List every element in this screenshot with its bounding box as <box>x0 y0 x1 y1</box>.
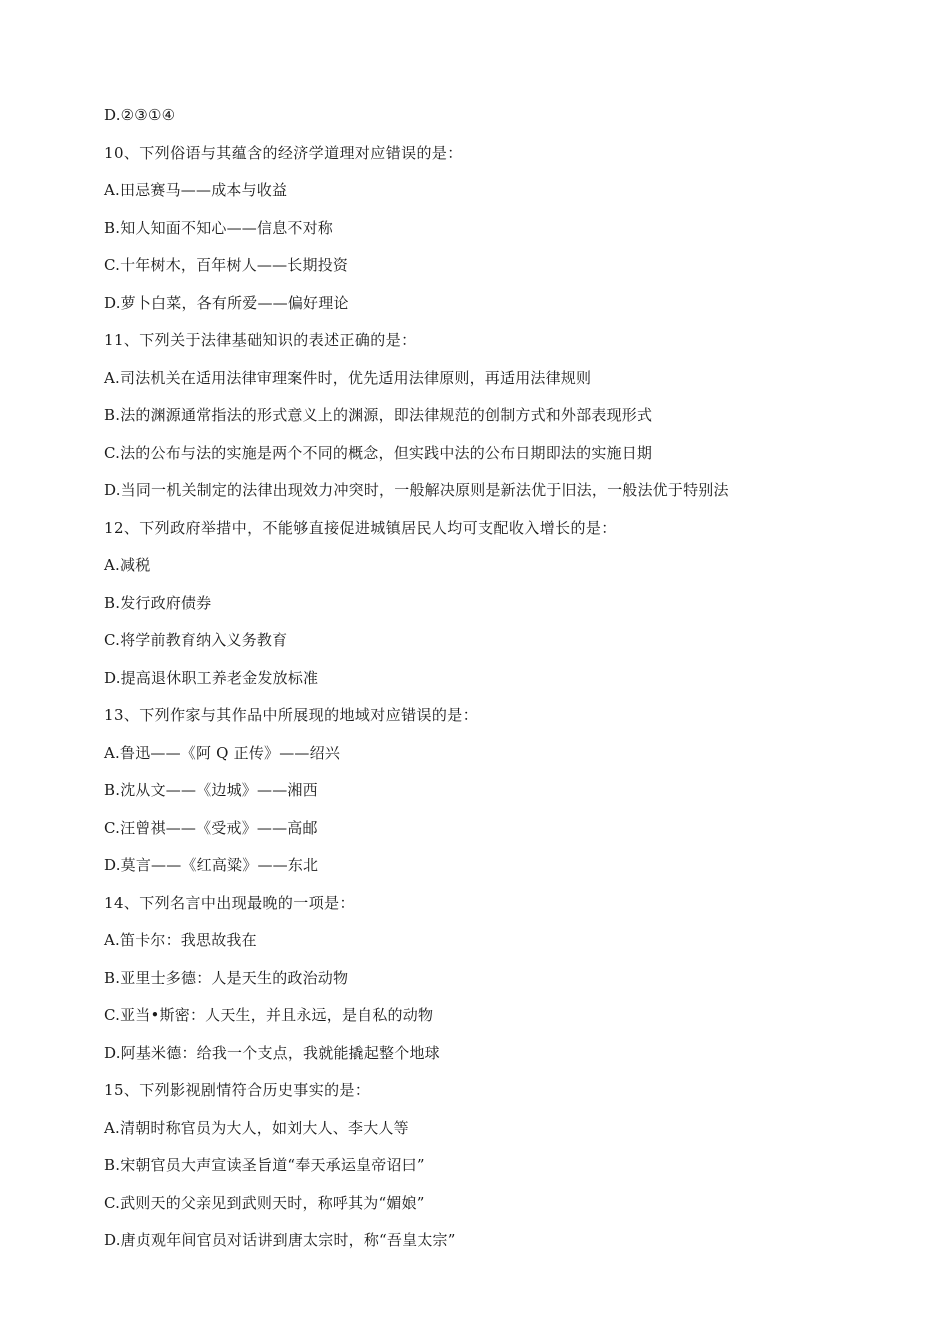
question-12-option-b: B.发行政府债券 <box>104 593 212 612</box>
question-14-option-d: D.阿基米德：给我一个支点，我就能撬起整个地球 <box>104 1043 440 1062</box>
question-10-option-b: B.知人知面不知心——信息不对称 <box>104 218 333 237</box>
question-14-option-b: B.亚里士多德：人是天生的政治动物 <box>104 968 349 987</box>
question-11-option-a: A.司法机关在适用法律审理案件时，优先适用法律原则，再适用法律规则 <box>104 368 592 387</box>
question-14-option-a: A.笛卡尔：我思故我在 <box>104 931 257 949</box>
question-15-option-b: B.宋朝官员大声宣读圣旨道“奉天承运皇帝诏曰” <box>104 1156 425 1174</box>
question-13-option-d: D.莫言——《红高粱》——东北 <box>104 856 319 874</box>
question-13-option-b: B.沈从文——《边城》——湘西 <box>104 781 318 799</box>
question-11-option-d: D.当同一机关制定的法律出现效力冲突时，一般解决原则是新法优于旧法，一般法优于特别法 <box>104 481 729 499</box>
option-d-previous: D.②③①④ <box>104 106 176 124</box>
question-11-option-b: B.法的渊源通常指法的形式意义上的渊源，即法律规范的创制方式和外部表现形式 <box>104 406 653 424</box>
question-12-option-c: C.将学前教育纳入义务教育 <box>104 631 288 649</box>
question-15-option-a: A.清朝时称官员为大人，如刘大人、李大人等 <box>104 1118 409 1137</box>
question-12-stem: 12、下列政府举措中，不能够直接促进城镇居民人均可支配收入增长的是： <box>104 518 617 537</box>
question-12-option-d: D.提高退休职工养老金发放标准 <box>104 668 319 687</box>
question-10-stem: 10、下列俗语与其蕴含的经济学道理对应错误的是： <box>104 143 463 162</box>
question-10-option-a: A.田忌赛马——成本与收益 <box>104 181 288 199</box>
question-11-stem: 11、下列关于法律基础知识的表述正确的是： <box>104 331 417 349</box>
question-11-option-c: C.法的公布与法的实施是两个不同的概念，但实践中法的公布日期即法的实施日期 <box>104 443 653 462</box>
question-14-stem: 14、下列名言中出现最晚的一项是： <box>104 893 355 912</box>
question-15-option-d: D.唐贞观年间官员对话讲到唐太宗时，称“吾皇太宗” <box>104 1231 456 1249</box>
question-13-option-c: C.汪曾祺——《受戒》——高邮 <box>104 818 318 837</box>
question-14-option-c: C.亚当•斯密：人天生，并且永远，是自私的动物 <box>104 1006 434 1024</box>
question-12-option-a: A.减税 <box>104 556 151 574</box>
question-15-option-c: C.武则天的父亲见到武则天时，称呼其为“媚娘” <box>104 1193 425 1212</box>
question-10-option-c: C.十年树木，百年树人——长期投资 <box>104 256 349 274</box>
question-13-stem: 13、下列作家与其作品中所展现的地域对应错误的是： <box>104 706 479 724</box>
question-13-option-a: A.鲁迅——《阿 Q 正传》——绍兴 <box>104 743 341 762</box>
document-content <box>104 100 884 1263</box>
question-15-stem: 15、下列影视剧情符合历史事实的是： <box>104 1081 371 1099</box>
question-10-option-d: D.萝卜白菜，各有所爱——偏好理论 <box>104 293 349 312</box>
